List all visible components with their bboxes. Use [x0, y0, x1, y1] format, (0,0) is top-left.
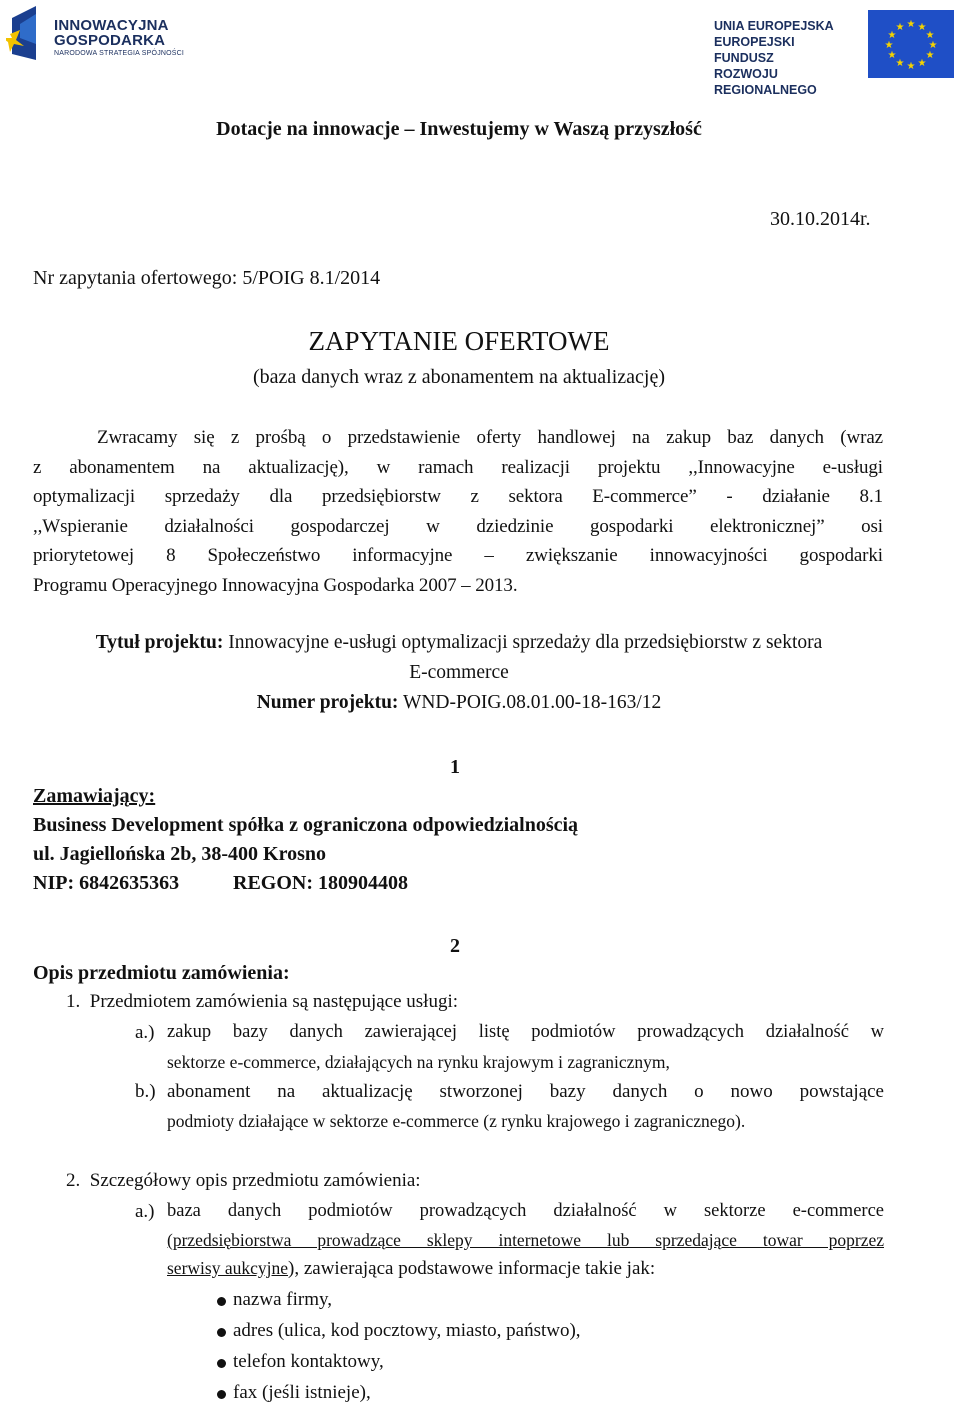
intro-line: Zwracamy się z prośbą o przedstawienie oferty handlowej na zakup baz danych (wraz: [97, 427, 883, 448]
bullet-icon: [217, 1359, 226, 1368]
project-title-label: Tytuł projektu:: [95, 632, 224, 653]
ue-logo-line3: ROZWOJU REGIONALNEGO: [714, 67, 817, 97]
list-item-1a-marker: a.): [135, 1022, 155, 1043]
intro-line: optymalizacji sprzedaży dla przedsiębiorstw z sektora E-commerce” - działanie 8.1: [33, 486, 883, 507]
document-date: 30.10.2014r.: [770, 208, 871, 230]
list-item-1b-line2: podmioty działające w sektorze e-commerce (z rynku krajowego i zagranicznego).: [167, 1111, 746, 1131]
eu-flag-icon: [868, 10, 954, 78]
intro-line: priorytetowej 8 Społeczeństwo informacyjne – zwiększanie innowacyjności gospodarki: [33, 545, 883, 566]
list-item-2: 2. Szczegółowy opis przedmiotu zamówienia:: [66, 1170, 421, 1191]
bullet-icon: [217, 1297, 226, 1306]
eu-fund-logo: [714, 10, 954, 97]
list-item-1a-text: zakup bazy danych zawierającej listę podmiotów prowadzących działalność w: [167, 1022, 884, 1042]
sub-heading: (baza danych wraz z abonamentem na aktualizację): [253, 366, 665, 388]
intro-paragraph: [33, 423, 883, 600]
ue-logo-line1: UNIA EUROPEJSKA: [714, 19, 834, 33]
svg-text:★: ★: [917, 22, 927, 33]
project-title-value: Innowacyjne e-usługi optymalizacji sprzedaży dla przedsiębiorstw z sektora: [223, 632, 823, 653]
list-item-2a-rest: ), zawierająca podstawowe informacje takie jak:: [288, 1258, 656, 1279]
svg-text:★: ★: [906, 61, 916, 72]
svg-text:★: ★: [928, 40, 938, 51]
svg-text:★: ★: [906, 19, 916, 30]
list-item-2a-marker: a.): [135, 1201, 155, 1222]
section-1-number: 1: [450, 756, 460, 778]
inquiry-number: Nr zapytania ofertowego: 5/POIG 8.1/2014: [33, 267, 381, 289]
bullet-item: adres (ulica, kod pocztowy, miasto, państwo),: [233, 1320, 581, 1341]
list-item-1: 1. Przedmiotem zamówienia są następujące usługi:: [66, 991, 459, 1012]
svg-text:★: ★: [887, 50, 897, 61]
intro-line: ,,Wspieranie działalności gospodarczej w dziedzinie gospodarki elektronicznej” osi: [33, 515, 883, 537]
project-title: [0, 632, 918, 654]
ig-emblem-icon: [6, 4, 50, 64]
company-address: ul. Jagiellońska 2b, 38-400 Krosno: [33, 843, 327, 865]
svg-text:★: ★: [895, 22, 905, 33]
bullet-icon: [217, 1390, 226, 1399]
list-item-1b-marker: b.): [135, 1081, 156, 1102]
svg-text:★: ★: [887, 30, 897, 41]
project-number-label: Numer projektu:: [256, 692, 399, 713]
svg-text:★: ★: [917, 58, 927, 69]
list-item-2a-line2: [167, 1230, 884, 1251]
svg-text:★: ★: [925, 50, 935, 61]
section-1-label: Zamawiający:: [33, 785, 156, 807]
company-regon: REGON: 180904408: [233, 872, 408, 894]
list-item-1a-line1: [167, 1022, 884, 1043]
list-item-2a-text: baza danych podmiotów prowadzących działalność w sektorze e-commerce: [167, 1201, 884, 1221]
bullet-item: telefon kontaktowy,: [233, 1351, 384, 1372]
ig-logo-line1: INNOWACYJNA: [54, 17, 169, 34]
project-number-value: WND-POIG.08.01.00-18-163/12: [398, 692, 662, 713]
list-item-1b-line1: [167, 1081, 884, 1103]
innowacyjna-gospodarka-logo: [6, 4, 196, 68]
bullet-item: fax (jeśli istnieje),: [233, 1382, 371, 1403]
svg-text:★: ★: [884, 40, 894, 51]
ig-logo-line2: GOSPODARKA: [54, 32, 166, 49]
document-title: Dotacje na innowacje – Inwestujemy w Waszą przyszłość: [216, 118, 702, 140]
section-2-number: 2: [450, 935, 460, 957]
intro-line: Programu Operacyjnego Innowacyjna Gospodarka 2007 – 2013.: [33, 574, 518, 596]
project-number: [0, 692, 918, 714]
bullet-item: nazwa firmy,: [233, 1289, 332, 1310]
list-item-1a-line2: sektorze e-commerce, działających na rynku krajowym i zagranicznym,: [167, 1052, 670, 1072]
list-item-2a-line3: [167, 1258, 655, 1280]
project-title-cont: E-commerce: [409, 662, 509, 683]
company-name: Business Development spółka z ograniczona odpowiedzialnością: [33, 814, 579, 836]
svg-text:★: ★: [895, 58, 905, 69]
main-heading: ZAPYTANIE OFERTOWE: [308, 326, 610, 356]
ue-logo-line2: EUROPEJSKI FUNDUSZ: [714, 35, 795, 65]
list-item-1b-text: abonament na aktualizację stworzonej bazy danych o nowo powstające: [167, 1081, 884, 1102]
list-item-2a-underlined: serwisy aukcyjne: [167, 1258, 289, 1278]
intro-line: z abonamentem na aktualizację), w ramach realizacji projektu ,,Innowacyjne e-usługi: [33, 456, 883, 478]
company-nip: NIP: 6842635363: [33, 872, 180, 894]
list-item-2a-text2: (przedsiębiorstwa prowadzące sklepy internetowe lub sprzedające towar poprzez: [167, 1230, 884, 1250]
list-item-2a-line1: [167, 1201, 884, 1222]
section-2-label: Opis przedmiotu zamówienia:: [33, 962, 290, 984]
bullet-icon: [217, 1328, 226, 1337]
svg-text:★: ★: [925, 30, 935, 41]
ig-logo-line3: NARODOWA STRATEGIA SPÓJNOŚCI: [54, 50, 185, 57]
